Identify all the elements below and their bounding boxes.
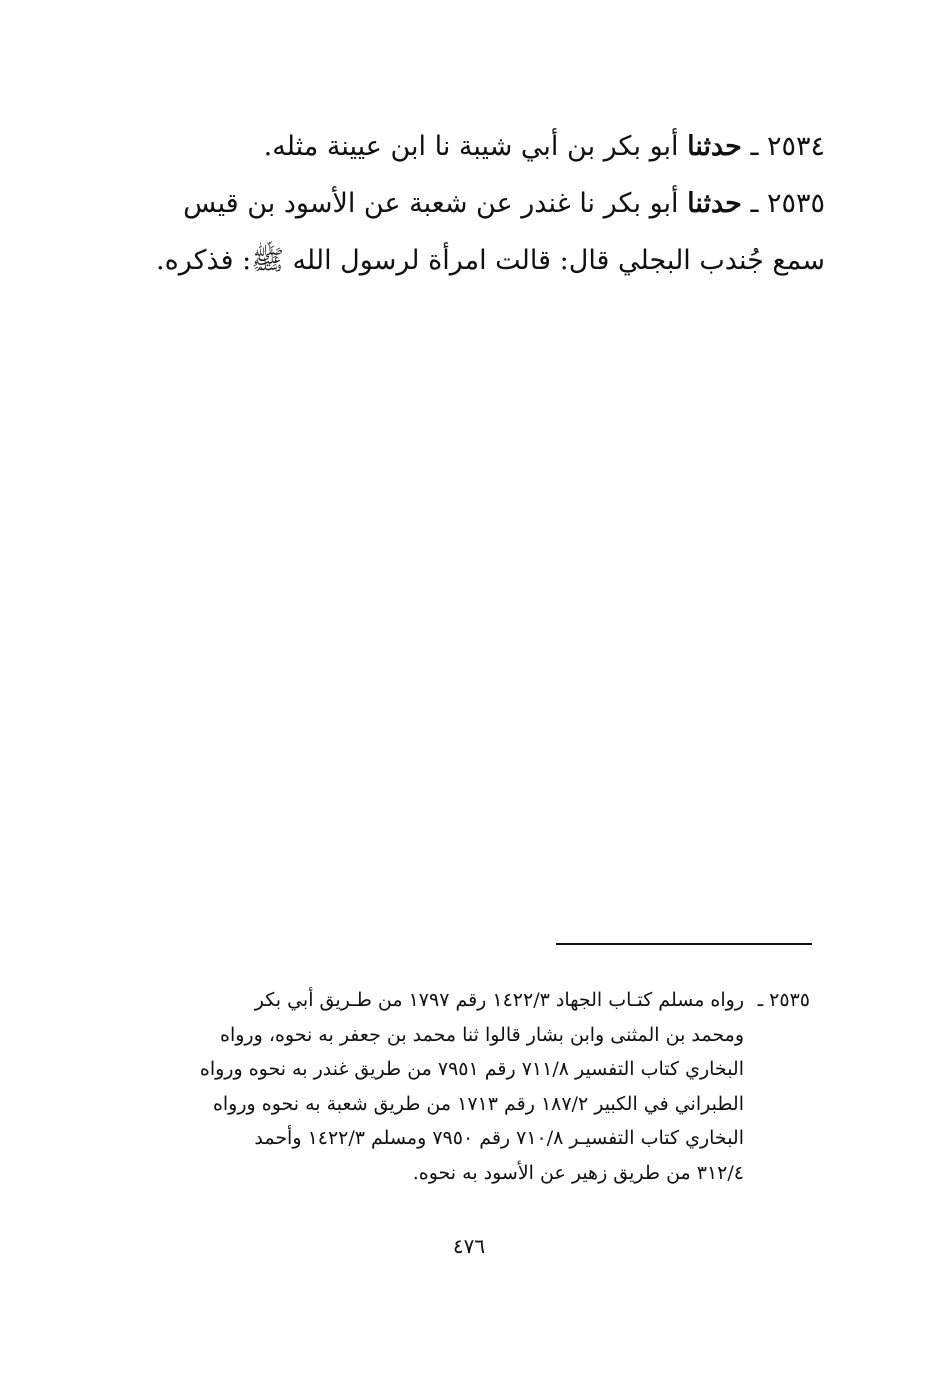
footnote-text-line: البخاري كتاب التفسيـر ٧١٠/٨ رقم ٧٩٥٠ ومسلم ١٤٢٢/٣ وأحمد <box>254 1127 744 1149</box>
hadith-text-line: سمع جُندب البجلي قال: قالت امرأة لرسول الله ﷺ: فذكره. <box>156 245 825 276</box>
hadith-text-line: أبو بكر بن أبي شيبة نا ابن عيينة مثله. <box>263 131 679 162</box>
footnote-text-line: الطبراني في الكبير ١٨٧/٢ رقم ١٧١٣ من طريق شعبة به نحوه ورواه <box>212 1092 744 1115</box>
footnote-2535 <box>128 983 810 1190</box>
hadith-text-line: أبو بكر نا غندر عن شعبة عن الأسود بن قيس <box>183 188 679 219</box>
hadith-lead-word: حدثنا <box>687 188 742 219</box>
footnote-separator <box>556 943 812 945</box>
footnote-text-line: ٣١٢/٤ من طريق زهير عن الأسود به نحوه. <box>412 1161 744 1184</box>
hadith-number: ٢٥٣٥ ـ <box>750 188 825 219</box>
footnote-number: ٢٥٣٥ ـ <box>757 989 810 1011</box>
hadith-lead-word: حدثنا <box>687 131 742 162</box>
page-number: ٤٧٦ <box>452 1234 486 1258</box>
hadith-2534 <box>130 118 825 175</box>
footnote-text-line: البخاري كتاب التفسير ٧١١/٨ رقم ٧٩٥١ من طريق غندر به نحوه ورواه <box>199 1058 744 1080</box>
footnote-text-line: رواه مسلم كتـاب الجهاد ١٤٢٢/٣ رقم ١٧٩٧ من طـريق أبي بكر <box>254 989 744 1011</box>
footnotes <box>128 983 810 1190</box>
hadith-2535 <box>130 175 825 289</box>
main-text <box>130 118 825 289</box>
hadith-number: ٢٥٣٤ ـ <box>750 131 825 162</box>
footnote-text-line: ومحمد بن المثنى وابن بشار قالوا ثنا محمد بن جعفر به نحوه، ورواه <box>220 1023 744 1046</box>
